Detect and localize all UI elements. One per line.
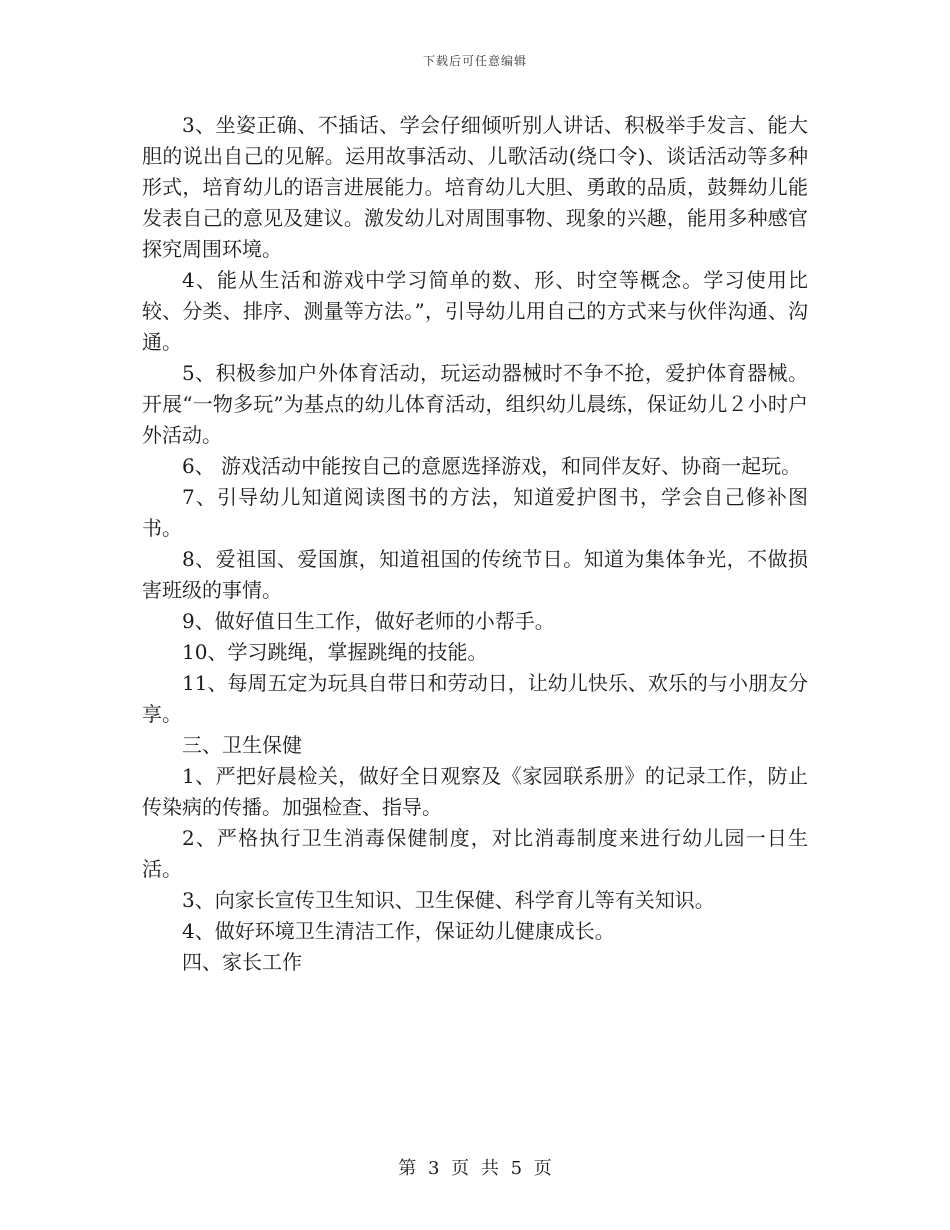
paragraph-item-9: 9、做好值日生工作，做好老师的小帮手。 <box>182 609 555 633</box>
paragraph-item-5: 5、积极参加户外体育活动，玩运动器械时不争不抢，爱护体育器械。开展“一物多玩”为基点的幼儿体育活动，组织幼儿晨练，保证幼儿２小时户外活动。 <box>142 361 808 447</box>
paragraph-item-8: 8、爱祖国、爱国旗，知道祖国的传统节日。知道为集体争光，不做损害班级的事情。 <box>142 547 808 602</box>
paragraph-health-3: 3、向家长宣传卫生知识、卫生保健、科学育儿等有关知识。 <box>182 888 715 912</box>
paragraph-item-11: 11、每周五定为玩具自带日和劳动日，让幼儿快乐、欢乐的与小朋友分享。 <box>142 671 808 726</box>
paragraph-item-7: 7、引导幼儿知道阅读图书的方法，知道爱护图书，学会自己修补图书。 <box>142 485 808 540</box>
page-number-footer: 第 3 页 共 5 页 <box>398 1158 552 1179</box>
paragraph-item-4: 4、能从生活和游戏中学习简单的数、形、时空等概念。学习使用比较、分类、排序、测量等方法。”，引导幼儿用自己的方式来与伙伴沟通、沟通。 <box>142 268 808 354</box>
paragraph-item-6: 6、 游戏活动中能按自己的意愿选择游戏，和同伴友好、协商一起玩。 <box>182 454 802 478</box>
document-body <box>142 110 808 978</box>
paragraph-health-2: 2、严格执行卫生消毒保健制度，对比消毒制度来进行幼儿园一日生活。 <box>142 826 808 881</box>
section-heading-health: 三、卫生保健 <box>182 733 302 757</box>
paragraph-item-3: 3、坐姿正确、不插话、学会仔细倾听别人讲话、积极举手发言、能大胆的说出自己的见解。运用故事活动、儿歌活动(绕口令)、谈话活动等多种形式，培育幼儿的语言进展能力。培育幼儿大胆、勇敢的品质，鼓舞幼儿能发表自己的意见及建议。激发幼儿对周围事物、现象的兴趣，能用多种感官探究周围环境。 <box>142 113 808 261</box>
paragraph-health-4: 4、做好环境卫生清洁工作，保证幼儿健康成长。 <box>182 919 615 943</box>
paragraph-health-1: 1、严把好晨检关，做好全日观察及《家园联系册》的记录工作，防止传染病的传播。加强检查、指导。 <box>142 764 808 819</box>
section-heading-parents: 四、家长工作 <box>182 950 302 974</box>
paragraph-item-10: 10、学习跳绳，掌握跳绳的技能。 <box>182 640 488 664</box>
page-header-note: 下载后可任意编辑 <box>422 54 527 68</box>
